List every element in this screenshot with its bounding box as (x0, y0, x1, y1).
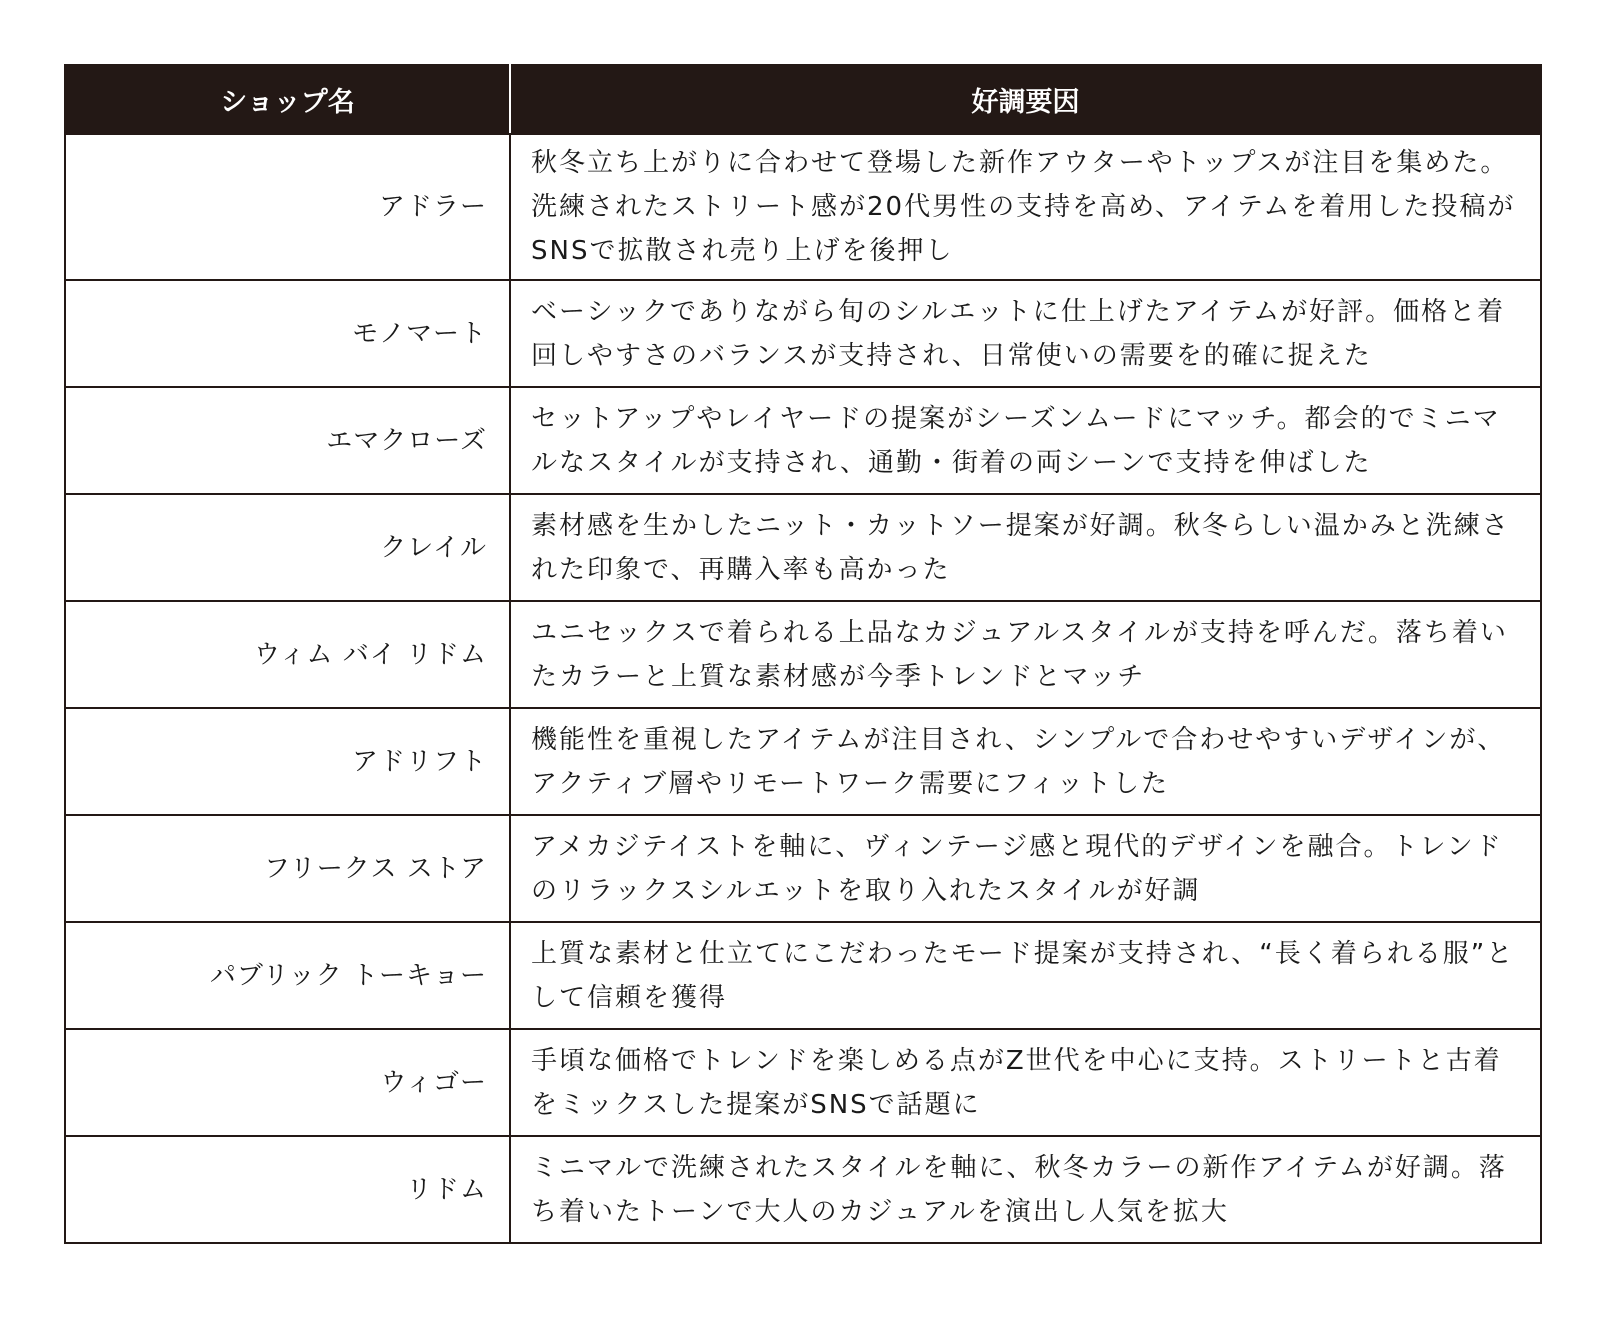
header-reason: 好調要因 (510, 65, 1541, 134)
reason-cell: ベーシックでありながら旬のシルエットに仕上げたアイテムが好評。価格と着回しやすさのバランスが支持され、日常使いの需要を的確に捉えた (510, 280, 1541, 387)
table-header (65, 65, 1541, 134)
ranking-table-container (64, 64, 1540, 1244)
reason-cell: セットアップやレイヤードの提案がシーズンムードにマッチ。都会的でミニマルなスタイルが支持され、通勤・街着の両シーンで支持を伸ばした (510, 387, 1541, 494)
header-row (65, 65, 1541, 134)
reason-cell: ユニセックスで着られる上品なカジュアルスタイルが支持を呼んだ。落ち着いたカラーと上質な素材感が今季トレンドとマッチ (510, 601, 1541, 708)
shop-name-cell: アドリフト (65, 708, 510, 815)
table-row (65, 922, 1541, 1029)
shop-name-cell: モノマート (65, 280, 510, 387)
shop-name-cell: クレイル (65, 494, 510, 601)
reason-cell: 手頃な価格でトレンドを楽しめる点がZ世代を中心に支持。ストリートと古着をミックスした提案がSNSで話題に (510, 1029, 1541, 1136)
shop-name-cell: ウィゴー (65, 1029, 510, 1136)
table-row (65, 1029, 1541, 1136)
shop-name-cell: パブリック トーキョー (65, 922, 510, 1029)
table-row (65, 601, 1541, 708)
reason-cell: 機能性を重視したアイテムが注目され、シンプルで合わせやすいデザインが、アクティブ層やリモートワーク需要にフィットした (510, 708, 1541, 815)
reason-cell: 上質な素材と仕立てにこだわったモード提案が支持され、“長く着られる服”として信頼を獲得 (510, 922, 1541, 1029)
shop-name-cell: エマクローズ (65, 387, 510, 494)
shop-name-cell: アドラー (65, 134, 510, 280)
reason-cell: 素材感を生かしたニット・カットソー提案が好調。秋冬らしい温かみと洗練された印象で、再購入率も高かった (510, 494, 1541, 601)
reason-cell: 秋冬立ち上がりに合わせて登場した新作アウターやトップスが注目を集めた。洗練されたストリート感が20代男性の支持を高め、アイテムを着用した投稿がSNSで拡散され売り上げを後押し (510, 134, 1541, 280)
shop-reason-table (64, 64, 1542, 1244)
shop-name-cell: ウィム バイ リドム (65, 601, 510, 708)
table-row (65, 815, 1541, 922)
table-body (65, 134, 1541, 1243)
table-row (65, 494, 1541, 601)
header-shop-name: ショップ名 (65, 65, 510, 134)
shop-name-cell: フリークス ストア (65, 815, 510, 922)
shop-name-cell: リドム (65, 1136, 510, 1243)
table-row (65, 134, 1541, 280)
table-row (65, 280, 1541, 387)
reason-cell: アメカジテイストを軸に、ヴィンテージ感と現代的デザインを融合。トレンドのリラックスシルエットを取り入れたスタイルが好調 (510, 815, 1541, 922)
reason-cell: ミニマルで洗練されたスタイルを軸に、秋冬カラーの新作アイテムが好調。落ち着いたトーンで大人のカジュアルを演出し人気を拡大 (510, 1136, 1541, 1243)
table-row (65, 708, 1541, 815)
table-row (65, 387, 1541, 494)
table-row (65, 1136, 1541, 1243)
